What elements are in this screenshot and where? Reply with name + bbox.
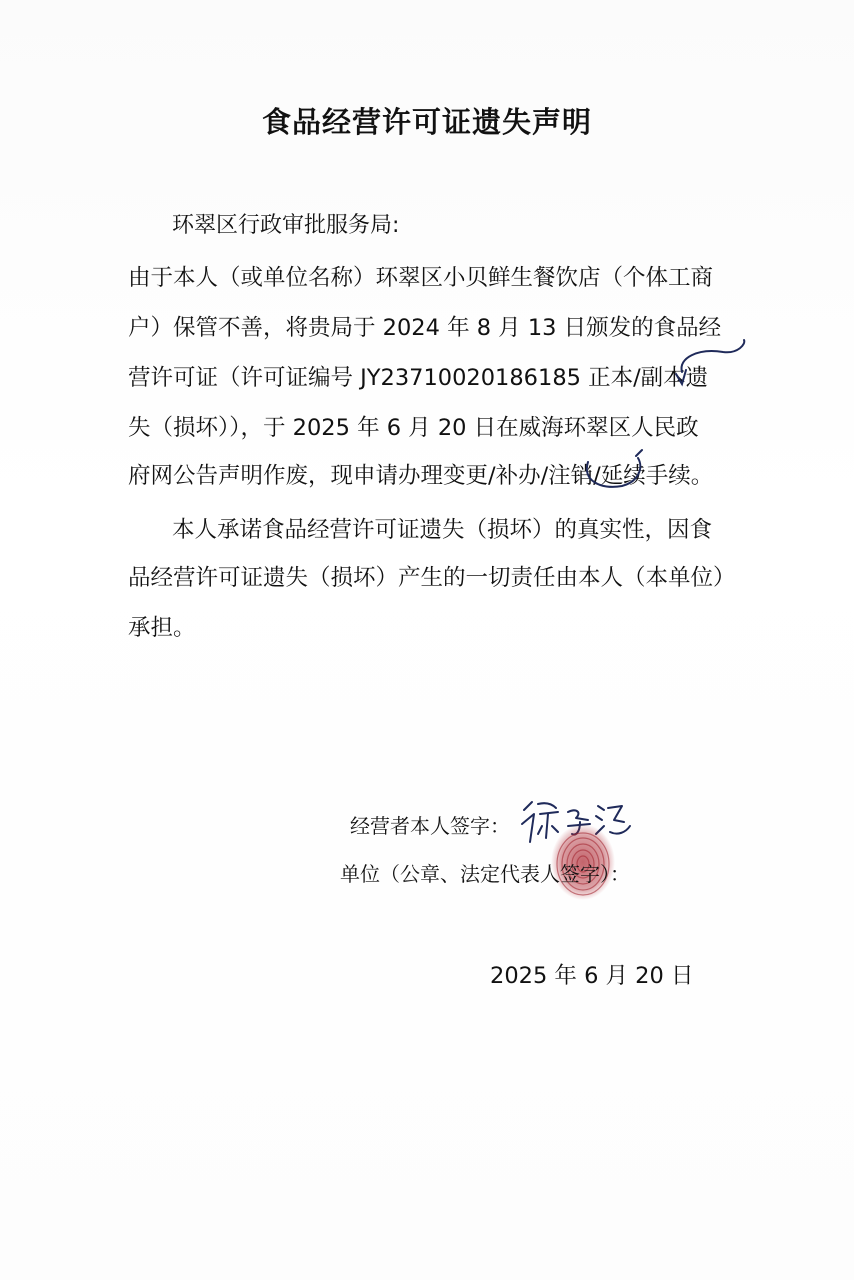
paragraph1-line-1: 由于本人（或单位名称）环翠区小贝鲜生餐饮店（个体工商 bbox=[128, 265, 714, 291]
paragraph2-line-1: 本人承诺食品经营许可证遗失（损坏）的真实性，因食 bbox=[172, 517, 713, 543]
paragraph1-line-5: 府网公告声明作废，现申请办理变更/补办/注销/延续手续。 bbox=[128, 463, 714, 489]
paragraph1-line-2: 户）保管不善，将贵局于 2024 年 8 月 13 日颁发的食品经 bbox=[128, 315, 722, 341]
paragraph2-line-2: 品经营许可证遗失（损坏）产生的一切责任由本人（本单位） bbox=[128, 565, 736, 591]
signature-label: 经营者本人签字： bbox=[350, 814, 510, 838]
unit-seal-label: 单位（公章、法定代表人签字）： bbox=[340, 862, 630, 886]
paragraph1-line-4: 失（损坏）），于 2025 年 6 月 20 日在威海环翠区人民政 bbox=[128, 415, 699, 441]
addressee: 环翠区行政审批服务局: bbox=[172, 213, 400, 238]
document-date: 2025 年 6 月 20 日 bbox=[490, 963, 694, 989]
paragraph1-line-3: 营许可证（许可证编号 JY23710020186185 正本/副本遗 bbox=[128, 365, 709, 391]
paragraph2-line-3: 承担。 bbox=[128, 615, 196, 641]
document-title: 食品经营许可证遗失声明 bbox=[261, 105, 592, 139]
